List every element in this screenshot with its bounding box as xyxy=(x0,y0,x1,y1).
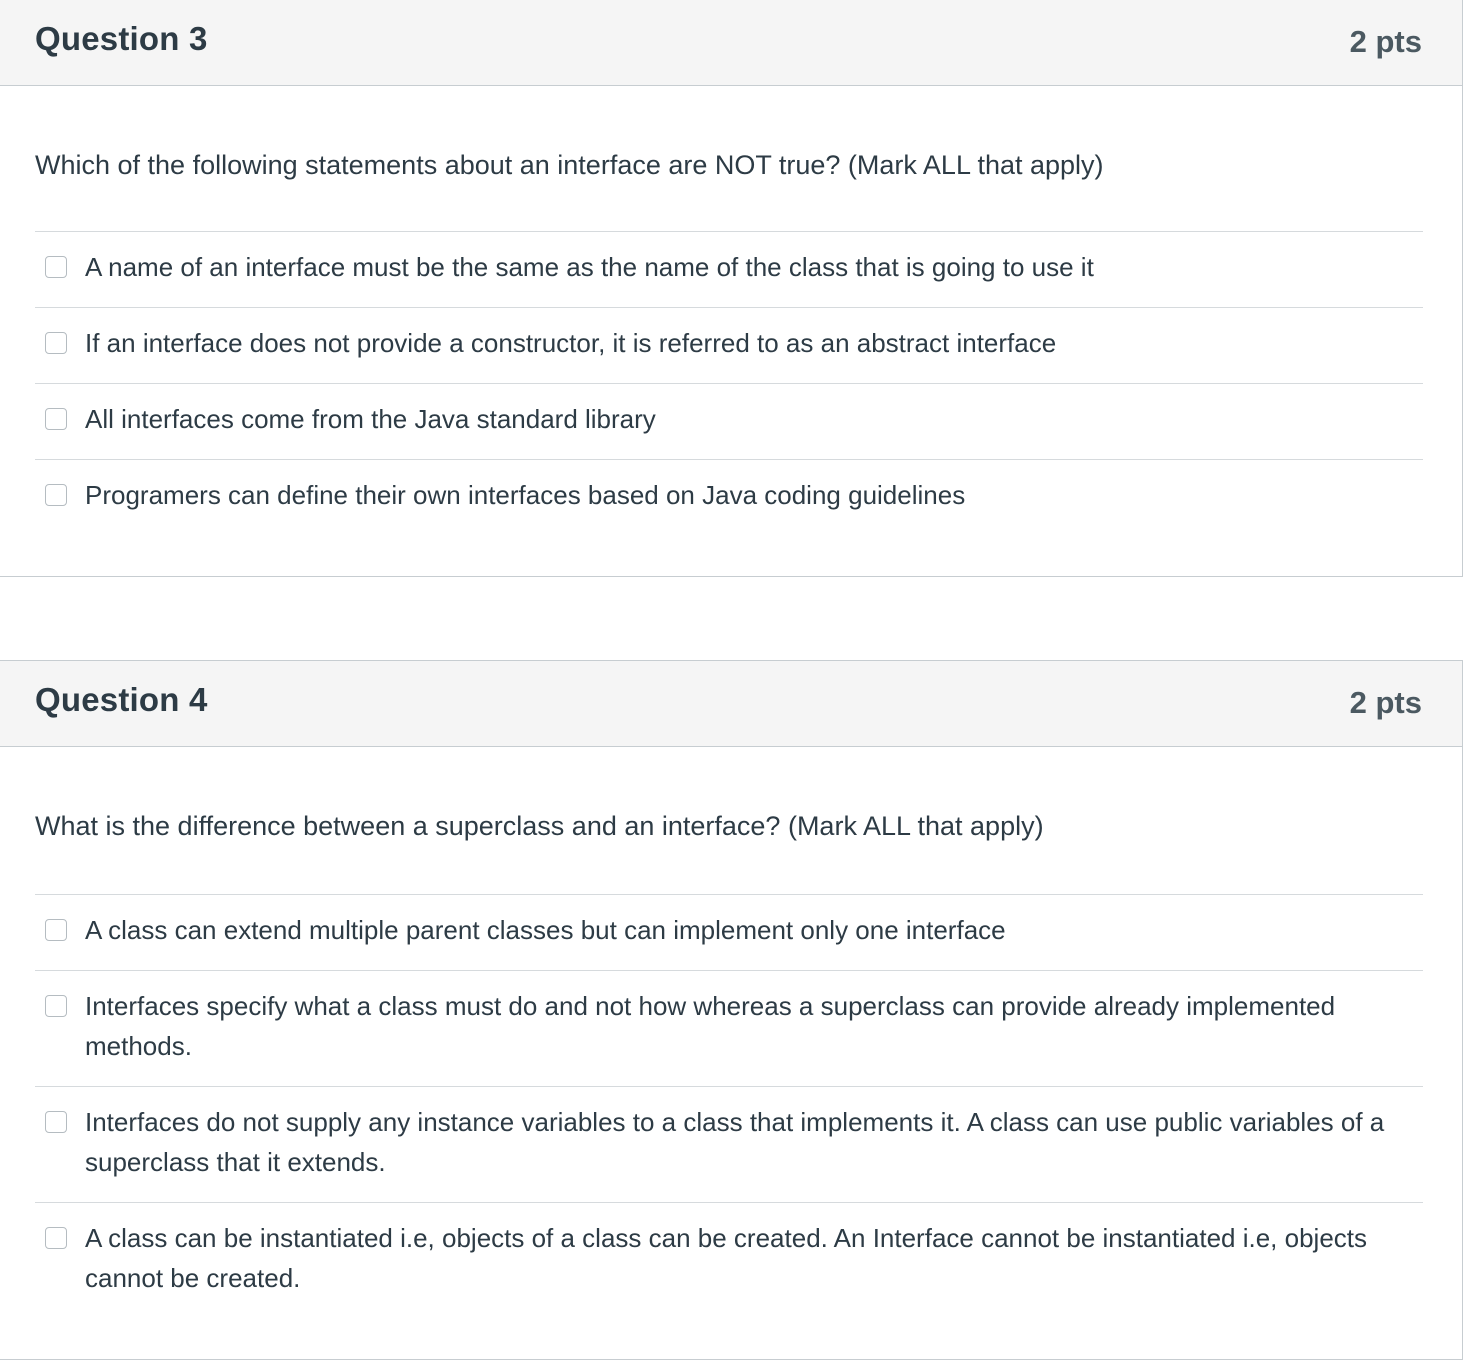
question-3-card xyxy=(0,0,1463,577)
answer-checkbox[interactable] xyxy=(45,1111,67,1133)
question-text: Which of the following statements about an interface are NOT true? (Mark ALL that apply) xyxy=(35,150,1104,180)
question-text: What is the difference between a superclass and an interface? (Mark ALL that apply) xyxy=(35,811,1044,841)
answer-checkbox[interactable] xyxy=(45,256,67,278)
answer-label[interactable]: Interfaces do not supply any instance variables to a class that implements it. A class can use public variables of a superclass that it extends. xyxy=(85,1107,1385,1177)
answer-checkbox[interactable] xyxy=(45,484,67,506)
answer-option[interactable] xyxy=(35,1202,1423,1318)
answer-list xyxy=(35,894,1423,1318)
answer-option[interactable] xyxy=(35,383,1423,459)
question-header xyxy=(0,661,1462,747)
answer-label[interactable]: A class can extend multiple parent classes but can implement only one interface xyxy=(85,915,1006,945)
answer-option[interactable] xyxy=(35,307,1423,383)
answer-option[interactable] xyxy=(35,231,1423,307)
answer-label[interactable]: A class can be instantiated i.e, objects of a class can be created. An Interface cannot be instantiated i.e, objects cannot be created. xyxy=(85,1223,1368,1293)
answer-label[interactable]: If an interface does not provide a constructor, it is referred to as an abstract interface xyxy=(85,328,1057,358)
answer-label[interactable]: A name of an interface must be the same as the name of the class that is going to use it xyxy=(85,252,1094,282)
answer-option[interactable] xyxy=(35,970,1423,1086)
answer-checkbox[interactable] xyxy=(45,1227,67,1249)
answer-option[interactable] xyxy=(35,894,1423,970)
answer-label[interactable]: Interfaces specify what a class must do and not how whereas a superclass can provide already implemented methods. xyxy=(85,991,1336,1061)
answer-label[interactable]: All interfaces come from the Java standard library xyxy=(85,404,656,434)
answer-checkbox[interactable] xyxy=(45,332,67,354)
question-title: Question 4 xyxy=(35,681,208,718)
question-header xyxy=(0,0,1462,86)
question-title: Question 3 xyxy=(35,20,208,57)
answer-list xyxy=(35,231,1423,535)
answer-option[interactable] xyxy=(35,1086,1423,1202)
question-points: 2 pts xyxy=(1349,685,1422,720)
answer-checkbox[interactable] xyxy=(45,408,67,430)
question-4-card xyxy=(0,660,1463,1360)
answer-checkbox[interactable] xyxy=(45,995,67,1017)
answer-option[interactable] xyxy=(35,459,1423,535)
answer-label[interactable]: Programers can define their own interfaces based on Java coding guidelines xyxy=(85,480,966,510)
answer-checkbox[interactable] xyxy=(45,919,67,941)
question-points: 2 pts xyxy=(1349,24,1422,59)
